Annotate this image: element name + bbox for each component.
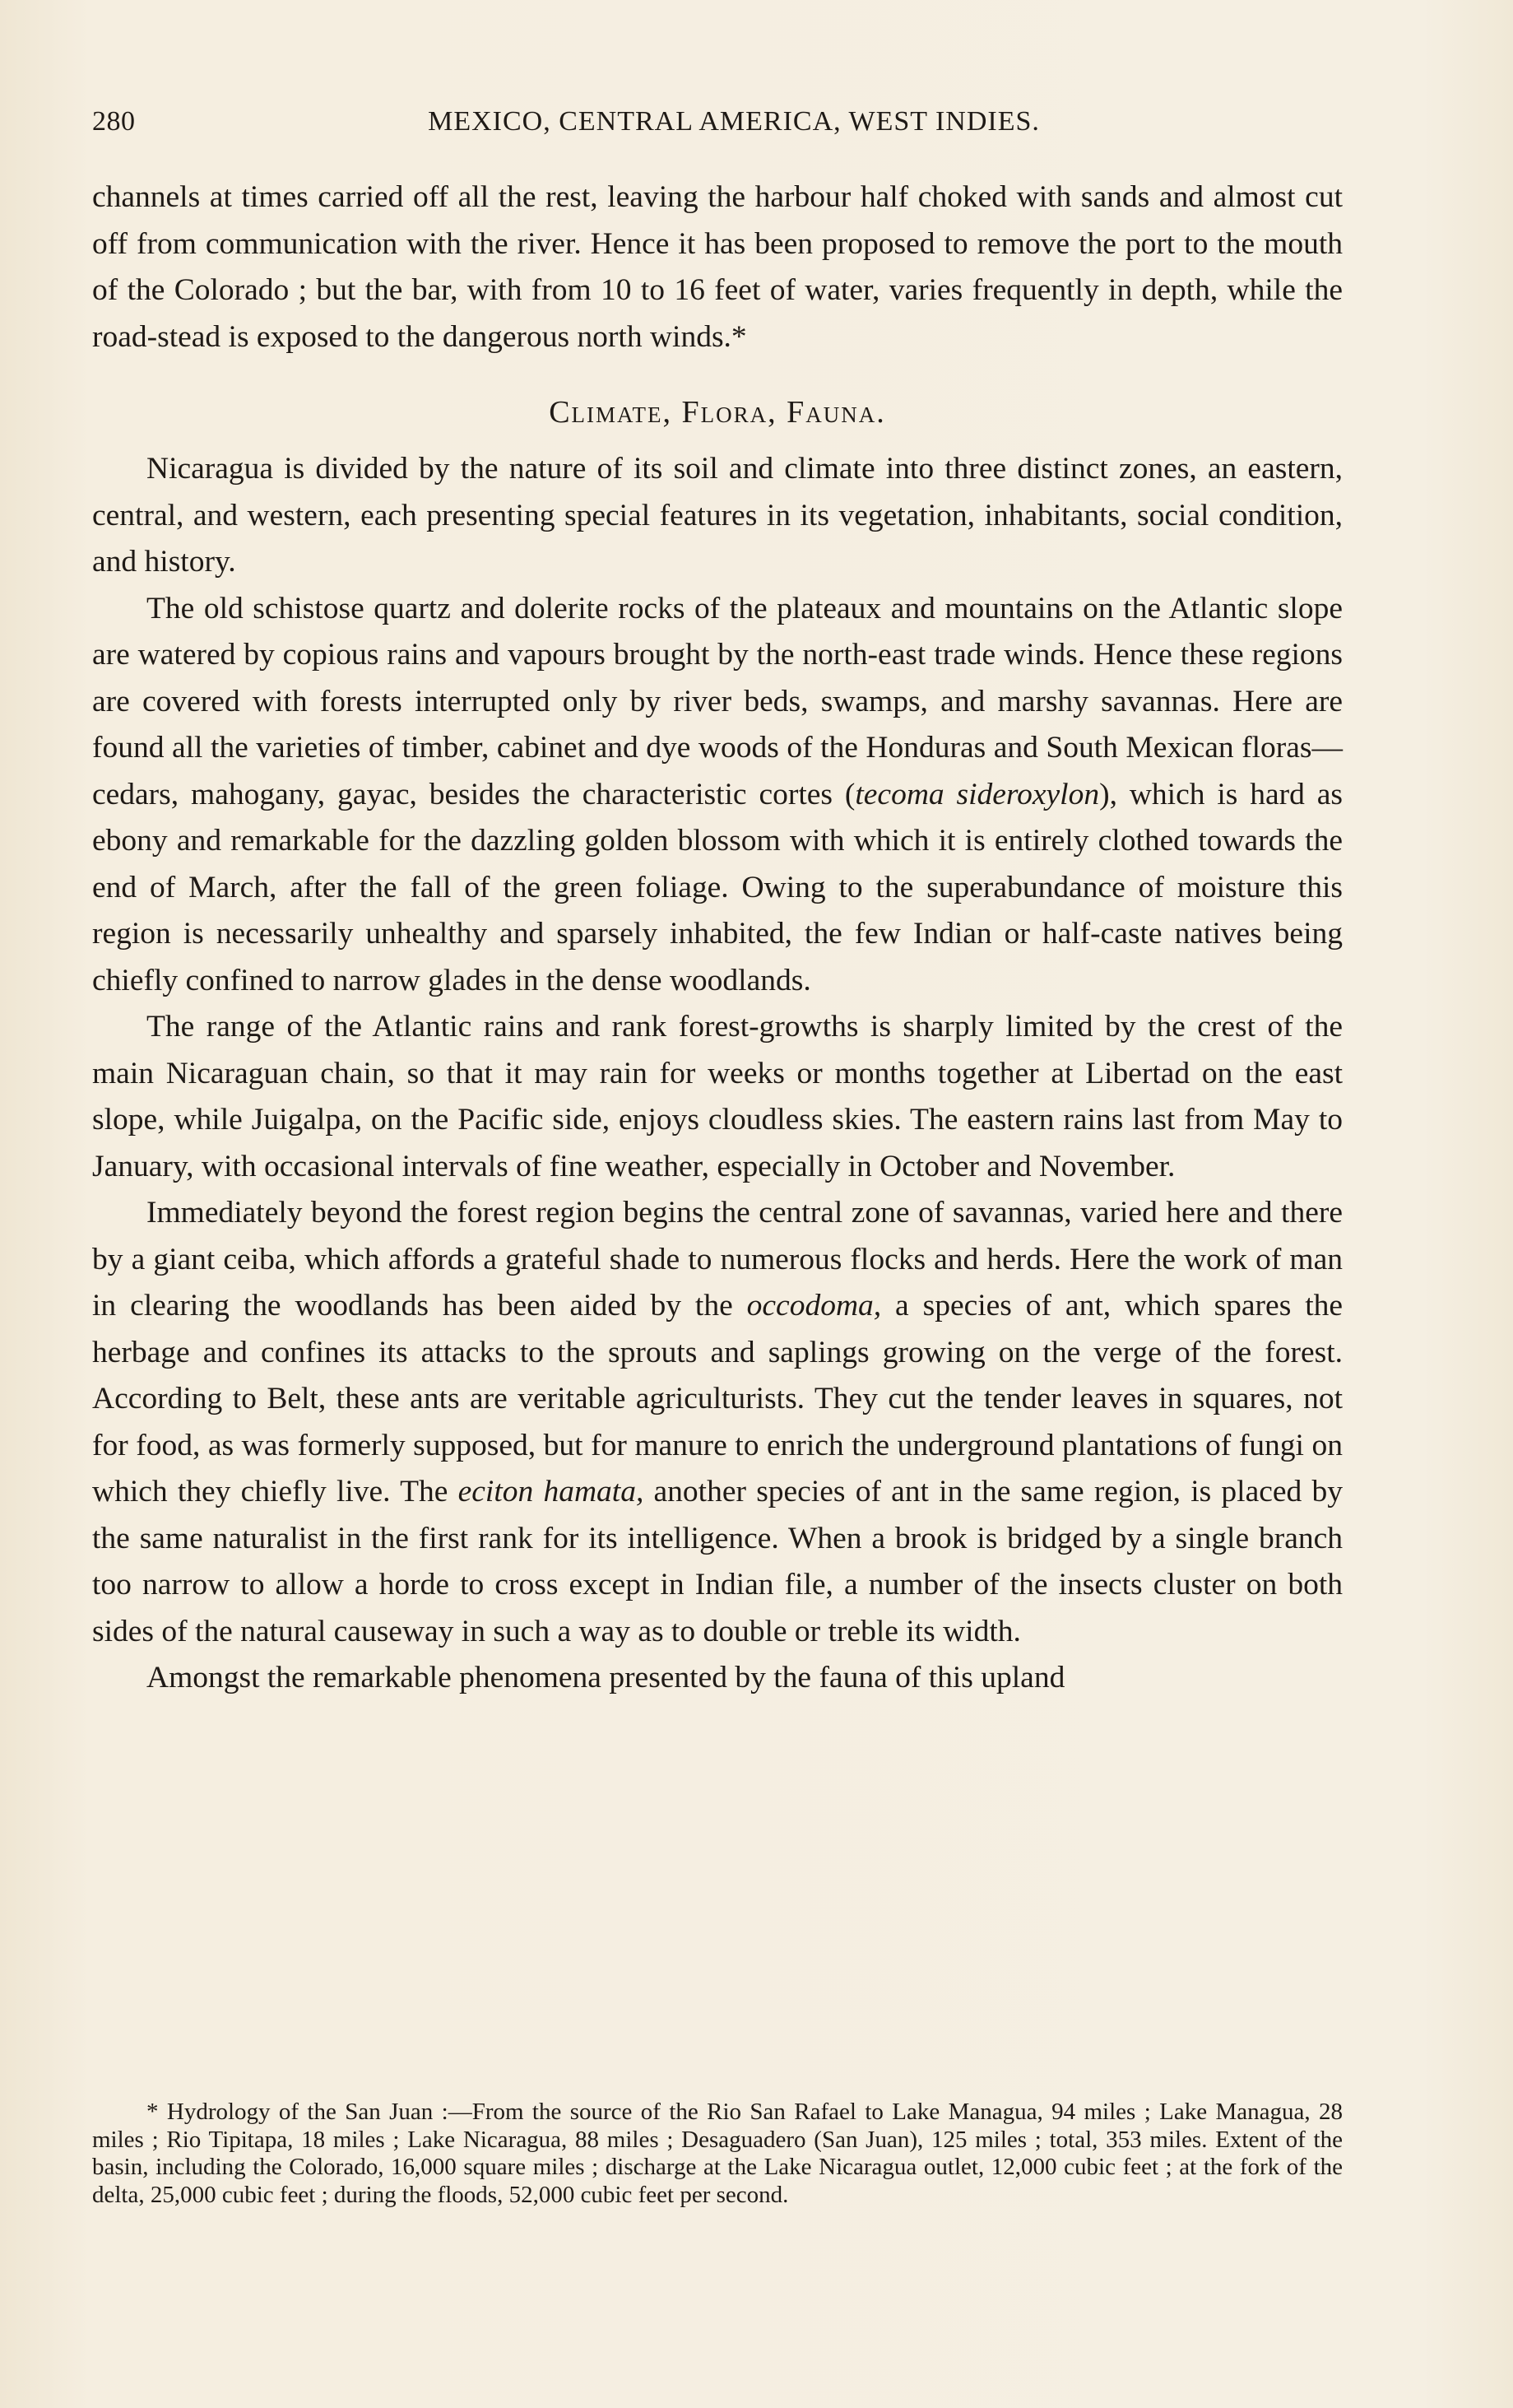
paragraph-text: a species of ant, which spares the herbage and confines its attacks to the sprouts and saplings growing on the verge of the forest. According to Belt, these ants are veritable agriculturists. They cut the tender leaves in squares, not for food, as was formerly supposed, but for manure to enrich the underground plantations of fungi on which they chiefly live. The bbox=[92, 1289, 1344, 1508]
italic-species-name: eciton hamata, bbox=[457, 1475, 644, 1508]
running-title: MEXICO, CENTRAL AMERICA, WEST INDIES. bbox=[428, 106, 1040, 137]
paragraph-text: The old schistose quartz and dolerite rocks of the plateaux and mountains on the Atlantic slope are watered by copious rains and vapours brought by the north-east trade winds. Hence these regions are covered with forests interrupted only by river beds, swamps, and marshy savannas. Here are found all the varieties of timber, cabinet and dye woods of the Honduras and South Mexican floras—cedars, mahogany, gayac, besides the characteristic cortes ( bbox=[92, 591, 1343, 811]
main-text bbox=[92, 174, 1343, 1702]
italic-species-name: tecoma sideroxylon bbox=[855, 777, 1100, 811]
section-heading: Climate, Flora, Fauna. bbox=[549, 395, 886, 430]
italic-species-name: occodoma, bbox=[746, 1289, 882, 1323]
paragraph-atlantic-slope bbox=[92, 586, 1343, 1005]
paragraph-text: ), which is hard as ebony and remarkable for the dazzling golden blossom with which it is entirely clothed towards the end of March, after the fall of the green foliage. Owing to the superabundance of moisture this region is necessarily unhealthy and sparsely inhabited, the few Indian or half-caste natives being chiefly confined to narrow glades in the dense woodlands. bbox=[92, 777, 1344, 997]
paragraph-text: another species of ant in the same region, is placed by the same naturalist in the first rank for its intelligence. When a brook is bridged by a single branch too narrow to allow a horde to cross except in Indian file, a number of the insects cluster on both sides of the natural causeway in such a way as to double or treble its width. bbox=[92, 1475, 1343, 1648]
paragraph-text: Immediately beyond the forest region begins the central zone of savannas, varied here and there by a giant ceiba, which affords a grateful shade to numerous flocks and herds. Here the work of man in clearing the woodlands has been aided by the bbox=[92, 1196, 1343, 1323]
running-head bbox=[92, 97, 1343, 146]
paragraph-atlantic-rains: The range of the Atlantic rains and rank forest-growths is sharply limited by the crest of the main Nicaraguan chain, so that it may rain for weeks or months together at Libertad on the east slope, while Juigalpa, on the Pacific side, enjoys cloudless skies. The eastern rains last from May to January, with occasional intervals of fine weather, especially in October and November. bbox=[92, 1010, 1343, 1183]
page-number: 280 bbox=[92, 106, 136, 137]
paragraph-zones: Nicaragua is divided by the nature of its soil and climate into three distinct zones, an eastern, central, and western, each presenting special features in its vegetation, inhabitants, social condition, and history. bbox=[92, 452, 1343, 579]
footnote: * Hydrology of the San Juan :—From the source of the Rio San Rafael to Lake Managua, 94 miles ; Lake Managua, 28 miles ; Rio Tipitapa, 18 miles ; Lake Nicaragua, 88 miles ; Desaguadero (San Juan), 125 miles ; total, 353 miles. Extent of the basin, including the Colorado, 16,000 square miles ; discharge at the Lake Nicaragua outlet, 12,000 cubic feet ; at the fork of the delta, 25,000 cubic feet ; during the floods, 52,000 cubic feet per second. bbox=[92, 2099, 1343, 2208]
paragraph-fauna: Amongst the remarkable phenomena presented by the fauna of this upland bbox=[146, 1661, 1065, 1694]
paragraph-continued: channels at times carried off all the rest, leaving the harbour half choked with sands and almost cut off from communication with the river. Hence it has been proposed to remove the port to the mouth of the Colorado ; but the bar, with from 10 to 16 feet of water, varies frequently in depth, while the road-stead is exposed to the dangerous north winds.* bbox=[92, 180, 1343, 354]
paragraph-central-zone bbox=[92, 1190, 1343, 1655]
